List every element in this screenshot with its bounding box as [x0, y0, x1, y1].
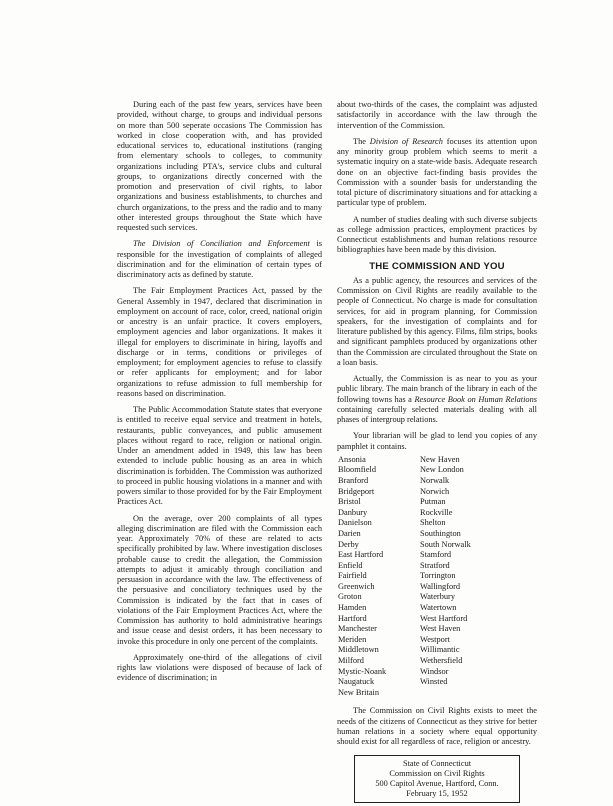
town-item: Southington [420, 528, 461, 538]
town-item: Fairfield [338, 571, 367, 581]
paragraph-research-division: The Division of Research focuses its attention upon any minority group problem which seems to merit a systematic inquiry on a state-wide basis. Adequate research done on an objective fact-finding basis provides the Commission with a sounder basis for understanding the total picture of discriminatory situations and for attacking a particular type of problem. [337, 136, 537, 208]
town-item: Middletown [338, 645, 379, 655]
town-item: Milford [338, 656, 364, 666]
town-item: Bridgeport [338, 486, 375, 496]
paragraph-public-agency: As a public agency, the resources and services of the Commission on Civil Rights are readily available to the people of Connecticut. No charge is made for consultation services, for aid in program planning, for Commission speakers, for the investigation of complaints and for literature published by this agency. Films, film strips, books and significant pamphlets produced by organizations other than the Commission are circulated throughout the State on a loan basis. [337, 275, 537, 367]
paragraph-studies: A number of studies dealing with such diverse subjects as college admission practices, employment practices by Connecticut establishments and human relations resource bibliographies have been made by this division. [337, 214, 537, 255]
town-item: Rockville [420, 507, 453, 517]
town-item: Waterbury [420, 592, 456, 602]
town-item: Meriden [338, 634, 367, 644]
town-list-column-1 [338, 455, 420, 699]
town-item: Manchester [338, 624, 377, 634]
town-item: Hartford [338, 613, 367, 623]
town-item: Greenwich [338, 581, 375, 591]
division-name: The Division of Conciliation and Enforcement [133, 239, 310, 249]
paragraph-library: Actually, the Commission is as near to you as your public library. The main branch of the library in each of the following towns has a Resource Book on Human Relations containing carefully selected materials dealing with all phases of intergroup relations. [337, 374, 537, 424]
town-item: Bloomfield [338, 465, 377, 475]
town-item: Mystic-Noank [338, 666, 387, 676]
town-item: New London [420, 465, 464, 475]
town-item: Derby [338, 539, 359, 549]
publication-date: February 15, 1952 [406, 789, 468, 799]
town-item: Watertown [420, 603, 457, 613]
paragraph-conciliation-division: The Division of Conciliation and Enforcement is responsible for the investigation of complaints of alleged discrimination and for the elimination of certain types of discriminatory acts as defined by statute. [117, 239, 323, 279]
book-title: Resource Book on Human Relations [414, 394, 537, 404]
paragraph-mission: The Commission on Civil Rights exists to meet the needs of the citizens of Connecticut as they strive for better human relations in a society where equal opportunity should exist for all regardless of race, religion or ancestry. [337, 706, 537, 747]
town-list [337, 455, 537, 699]
town-item: Stratford [420, 560, 450, 570]
left-column [117, 100, 322, 684]
town-list-column-2 [420, 455, 471, 699]
town-item: Enfield [338, 560, 363, 570]
town-item: Wallingford [420, 581, 461, 591]
town-item: New Britain [338, 687, 380, 697]
town-item: Hamden [338, 603, 367, 613]
paragraph-fair-employment: The Fair Employment Practices Act, passed by the General Assembly in 1947, declared that discrimination in employment on account of race, color, creed, national origin or ancestry is an unfair practice. It covers employers, employment agencies and labor organizations. It makes it illegal for employers to discriminate in hiring, layoffs and discharge or in terms, conditions or privileges of employment; for employment agencies to refuse to classify or refer applicants for employment; and for labor organizations to refuse admission to full membership for reasons based on discrimination. [117, 286, 322, 398]
town-item: Stamford [420, 550, 452, 560]
town-item: Westport [420, 634, 450, 644]
town-item: Winsted [420, 677, 448, 687]
paragraph-adjusted: about two-thirds of the cases, the complaint was adjusted satisfactorily in accordance with the law through the intervention of the Commission. [337, 100, 537, 130]
paragraph-dispositions: Approximately one-third of the allegations of civil rights law violations were disposed of because of lack of evidence of discrimination; in [117, 652, 322, 683]
publisher-state: State of Connecticut [402, 759, 472, 769]
town-item: Groton [338, 592, 362, 602]
town-item: Branford [338, 475, 369, 485]
town-item: Torrington [420, 571, 456, 581]
town-item: Ansonia [338, 454, 366, 464]
town-item: New Haven [420, 454, 460, 464]
publisher-commission: Commission on Civil Rights [389, 769, 485, 779]
publisher-address: 500 Capitol Avenue, Hartford, Conn. [375, 779, 499, 789]
town-item: Putman [420, 497, 446, 507]
town-item: Bristol [338, 497, 361, 507]
town-item: Wethersfield [420, 656, 463, 666]
town-item: Norwalk [420, 475, 450, 485]
town-item: Darien [338, 528, 361, 538]
division-name: Division of Research [369, 136, 443, 146]
right-column [337, 100, 537, 803]
paragraph-complaints: On the average, over 200 complaints of all types alleging discrimination are filed with the Commission each year. Approximately 70% of these are related to acts specifically prohibited by law. Where investigation discloses probable cause to credit the allegation, the Commission attempts to adjust it amicably through conciliation and persuasion in accordance with the law. The effectiveness of the persuasive and conciliatory techniques used by the Commission is indicated by the fact that in cases of violations of the Fair Employment Practices Act, where the Commission has authority to hold administrative hearings and issue cease and desist orders, it has been necessary to invoke this procedure in only one percent of the complaints. [117, 513, 322, 646]
town-item: Shelton [420, 518, 446, 528]
town-item: Danielson [338, 518, 372, 528]
town-item: Danbury [338, 507, 368, 517]
paragraph-public-accommodation: The Public Accommodation Statute states that everyone is entitled to receive equal service and treatment in hotels, restaurants, public conveyances, and public amusement places without regard to race, religion or national origin. Under an amendment added in 1949, this law has been extended to include public housing as an area in which discrimination is forbidden. The Commission was authorized to proceed in public housing violations in a manner and with powers similar to those provided for by the Fair Employment Practices Act. [117, 405, 322, 507]
town-item: Willimantic [420, 645, 460, 655]
town-item: South Norwalk [420, 539, 471, 549]
paragraph-librarian: Your librarian will be glad to lend you copies of any pamphlet it contains. [337, 431, 537, 451]
publisher-box [354, 755, 520, 803]
town-item: Naugatuck [338, 677, 375, 687]
town-item: Windsor [420, 666, 449, 676]
town-item: East Hartford [338, 550, 384, 560]
section-heading: THE COMMISSION AND YOU [369, 260, 505, 272]
town-item: West Hartford [420, 613, 468, 623]
paragraph-services: During each of the past few years, services have been provided, without charge, to groups and individual persons on more than 500 seperate occasions The Commission has worked in close cooperation with, and has provided educational services to, educational institutions (ranging from elementary schools to colleges, to community organizations including PTA's, service clubs and cultural groups, to organizations directly concerned with the promotion and preservation of civil rights, to labor organizations and business establishments, to churches and church organizations, to the press and the radio and to many other interested groups throughout the State which have requested such services. [117, 100, 322, 232]
town-item: West Haven [420, 624, 461, 634]
town-item: Norwich [420, 486, 450, 496]
